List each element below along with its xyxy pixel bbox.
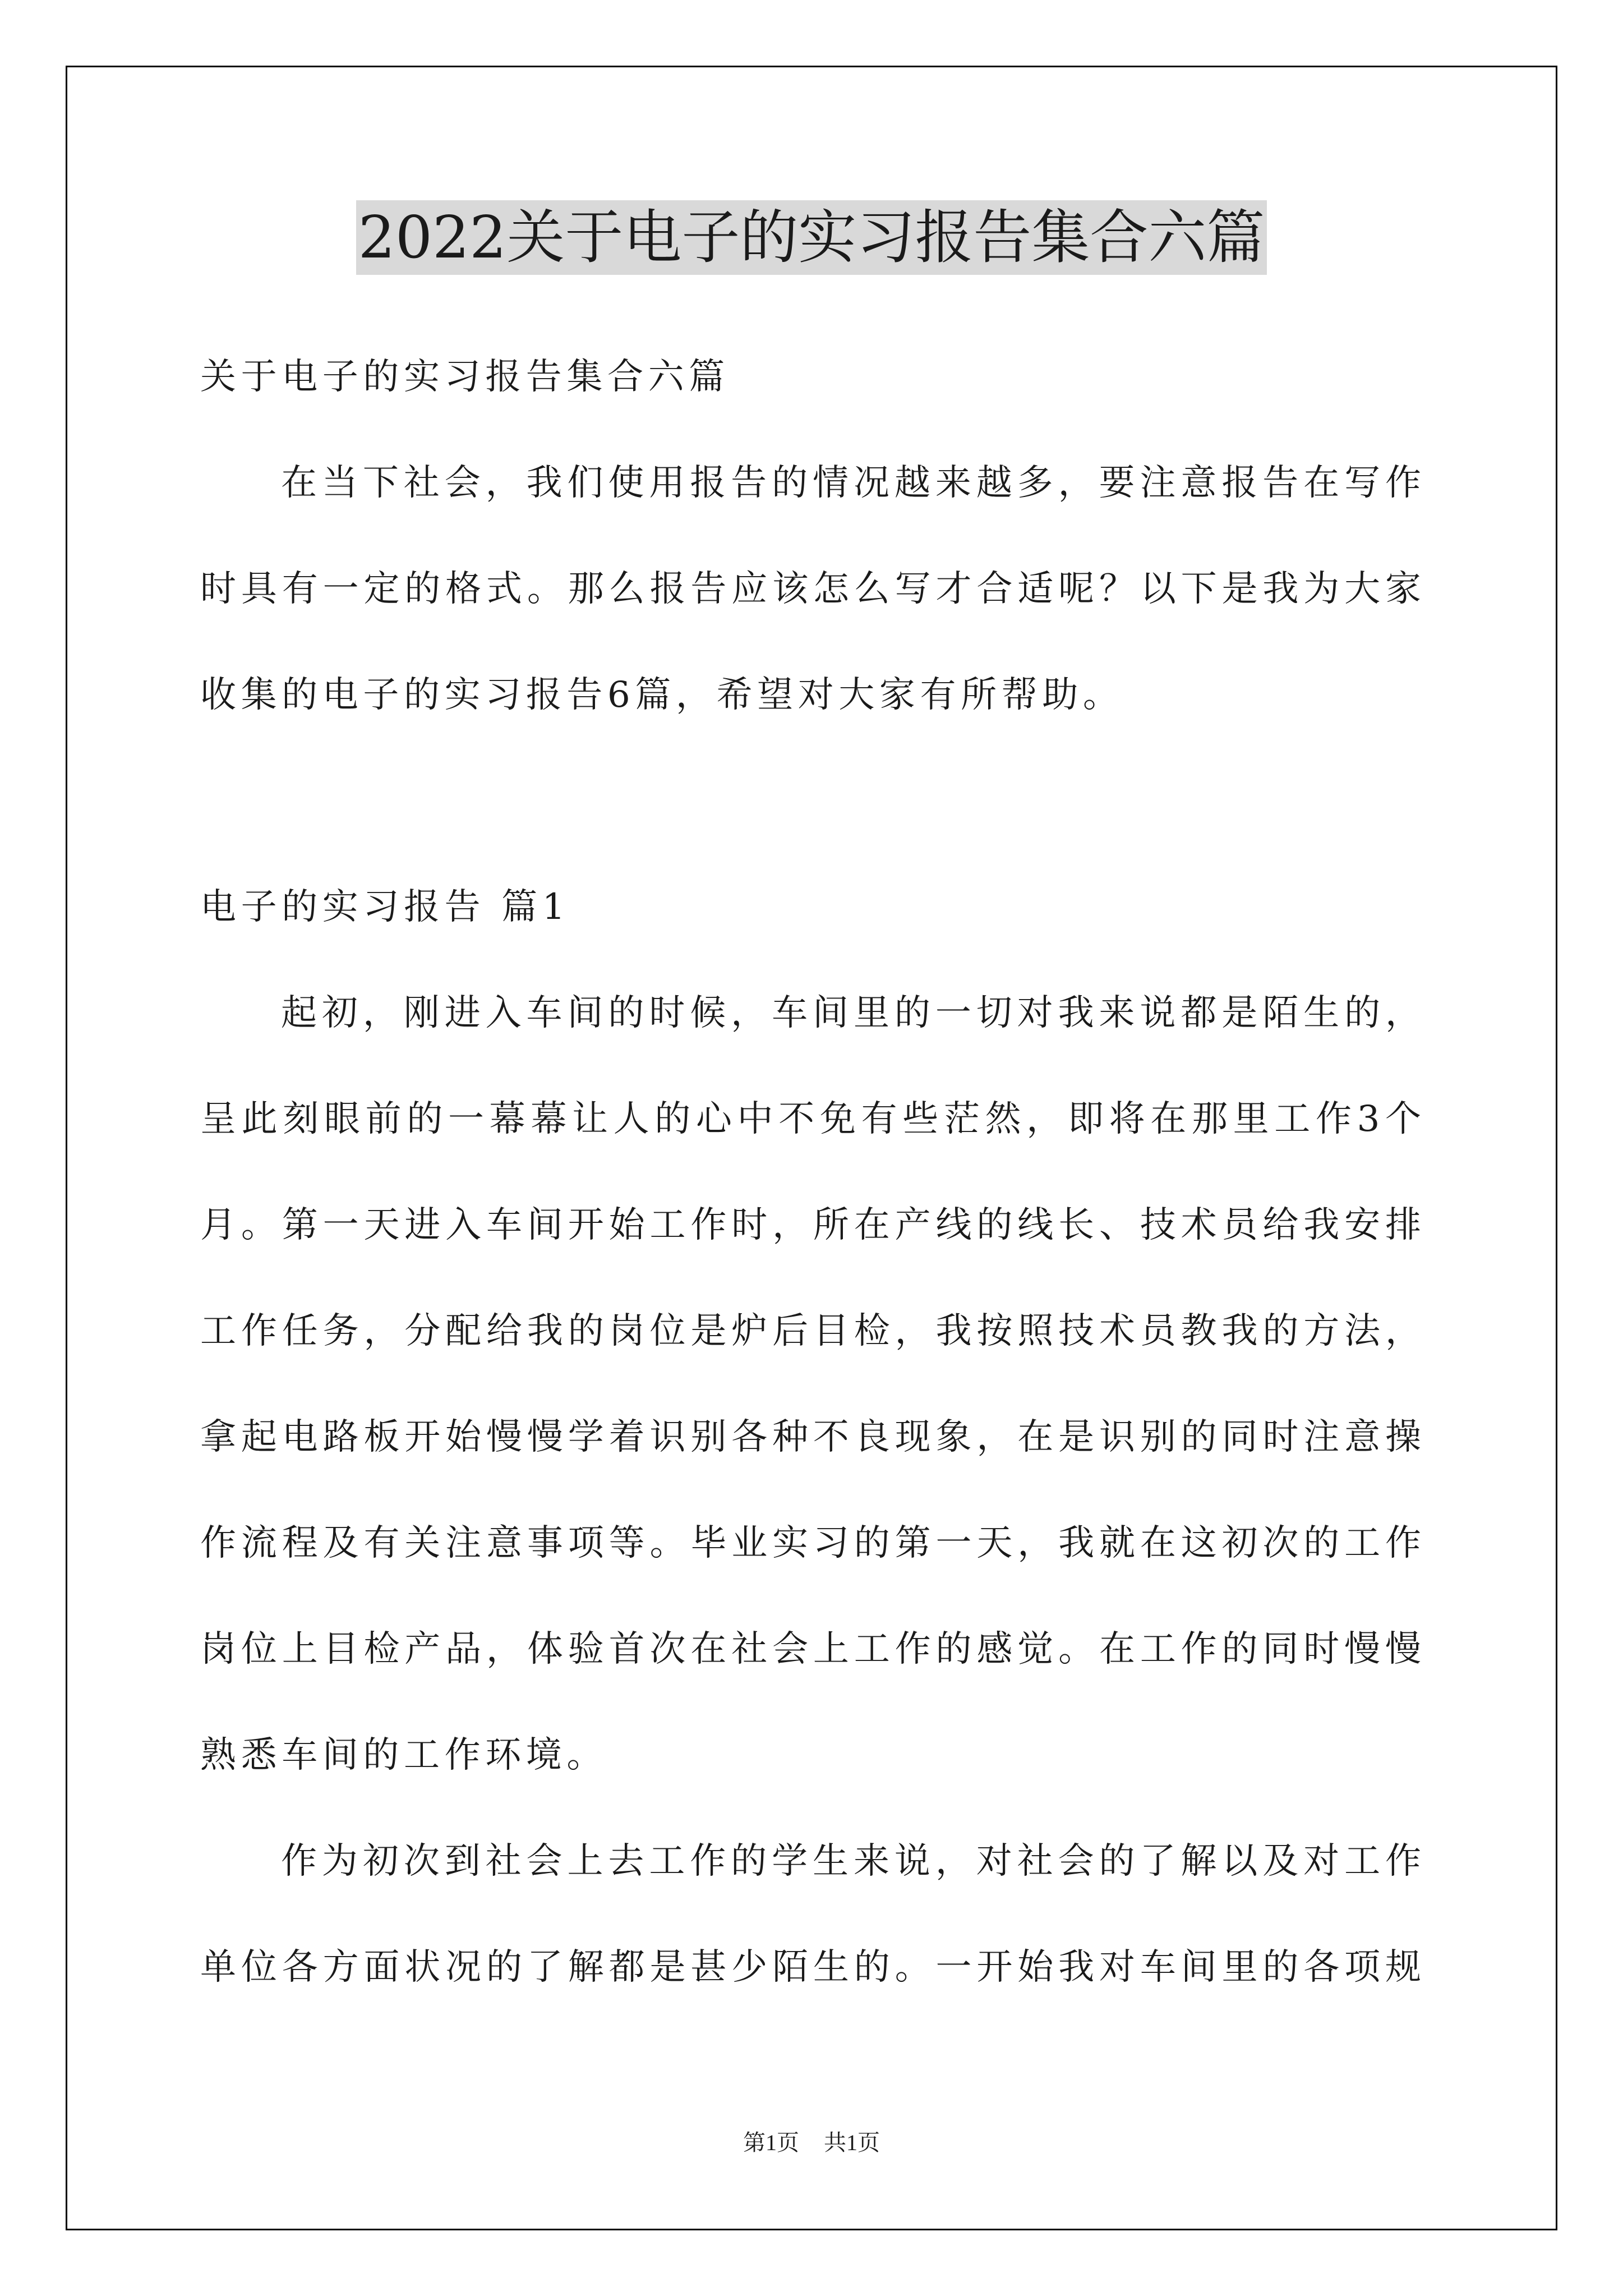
paragraph-line: 月。第一天进入车间开始工作时，所在产线的线长、技术员给我安排 xyxy=(200,1204,1421,1246)
paragraph-line: 单位各方面状况的了解都是甚少陌生的。一开始我对车间里的各项规 xyxy=(200,1947,1421,1988)
document-body xyxy=(200,324,1421,2021)
paragraph-line: 起初，刚进入车间的时候，车间里的一切对我来说都是陌生的， xyxy=(281,992,1421,1034)
intro-line: 时具有一定的格式。那么报告应该怎么写才合适呢？以下是我为大家 xyxy=(200,568,1421,610)
paragraph-line: 工作任务，分配给我的岗位是炉后目检，我按照技术员教我的方法， xyxy=(200,1310,1421,1352)
document-title: 2022关于电子的实习报告集合六篇 xyxy=(356,200,1267,275)
document-subtitle: 关于电子的实习报告集合六篇 xyxy=(200,356,730,398)
paragraph-line: 作流程及有关注意事项等。毕业实习的第一天，我就在这初次的工作 xyxy=(200,1522,1421,1564)
section-heading: 电子的实习报告 篇1 xyxy=(200,886,570,928)
paragraph-line: 岗位上目检产品，体验首次在社会上工作的感觉。在工作的同时慢慢 xyxy=(200,1628,1421,1670)
page-number: 第1页 xyxy=(743,2130,799,2155)
page-footer xyxy=(66,2126,1557,2160)
paragraph-line: 拿起电路板开始慢慢学着识别各种不良现象，在是识别的同时注意操 xyxy=(200,1416,1421,1458)
paragraph-line: 作为初次到社会上去工作的学生来说，对社会的了解以及对工作 xyxy=(281,1841,1421,1882)
intro-line: 收集的电子的实习报告6篇，希望对大家有所帮助。 xyxy=(200,674,1124,716)
paragraph-line: 呈此刻眼前的一幕幕让人的心中不免有些茫然，即将在那里工作3个 xyxy=(200,1098,1421,1140)
paragraph-line: 熟悉车间的工作环境。 xyxy=(200,1734,607,1776)
title-row xyxy=(66,200,1557,275)
intro-line: 在当下社会，我们使用报告的情况越来越多，要注意报告在写作 xyxy=(281,462,1421,504)
page-count: 共1页 xyxy=(824,2130,880,2155)
blank-line xyxy=(200,748,1421,854)
